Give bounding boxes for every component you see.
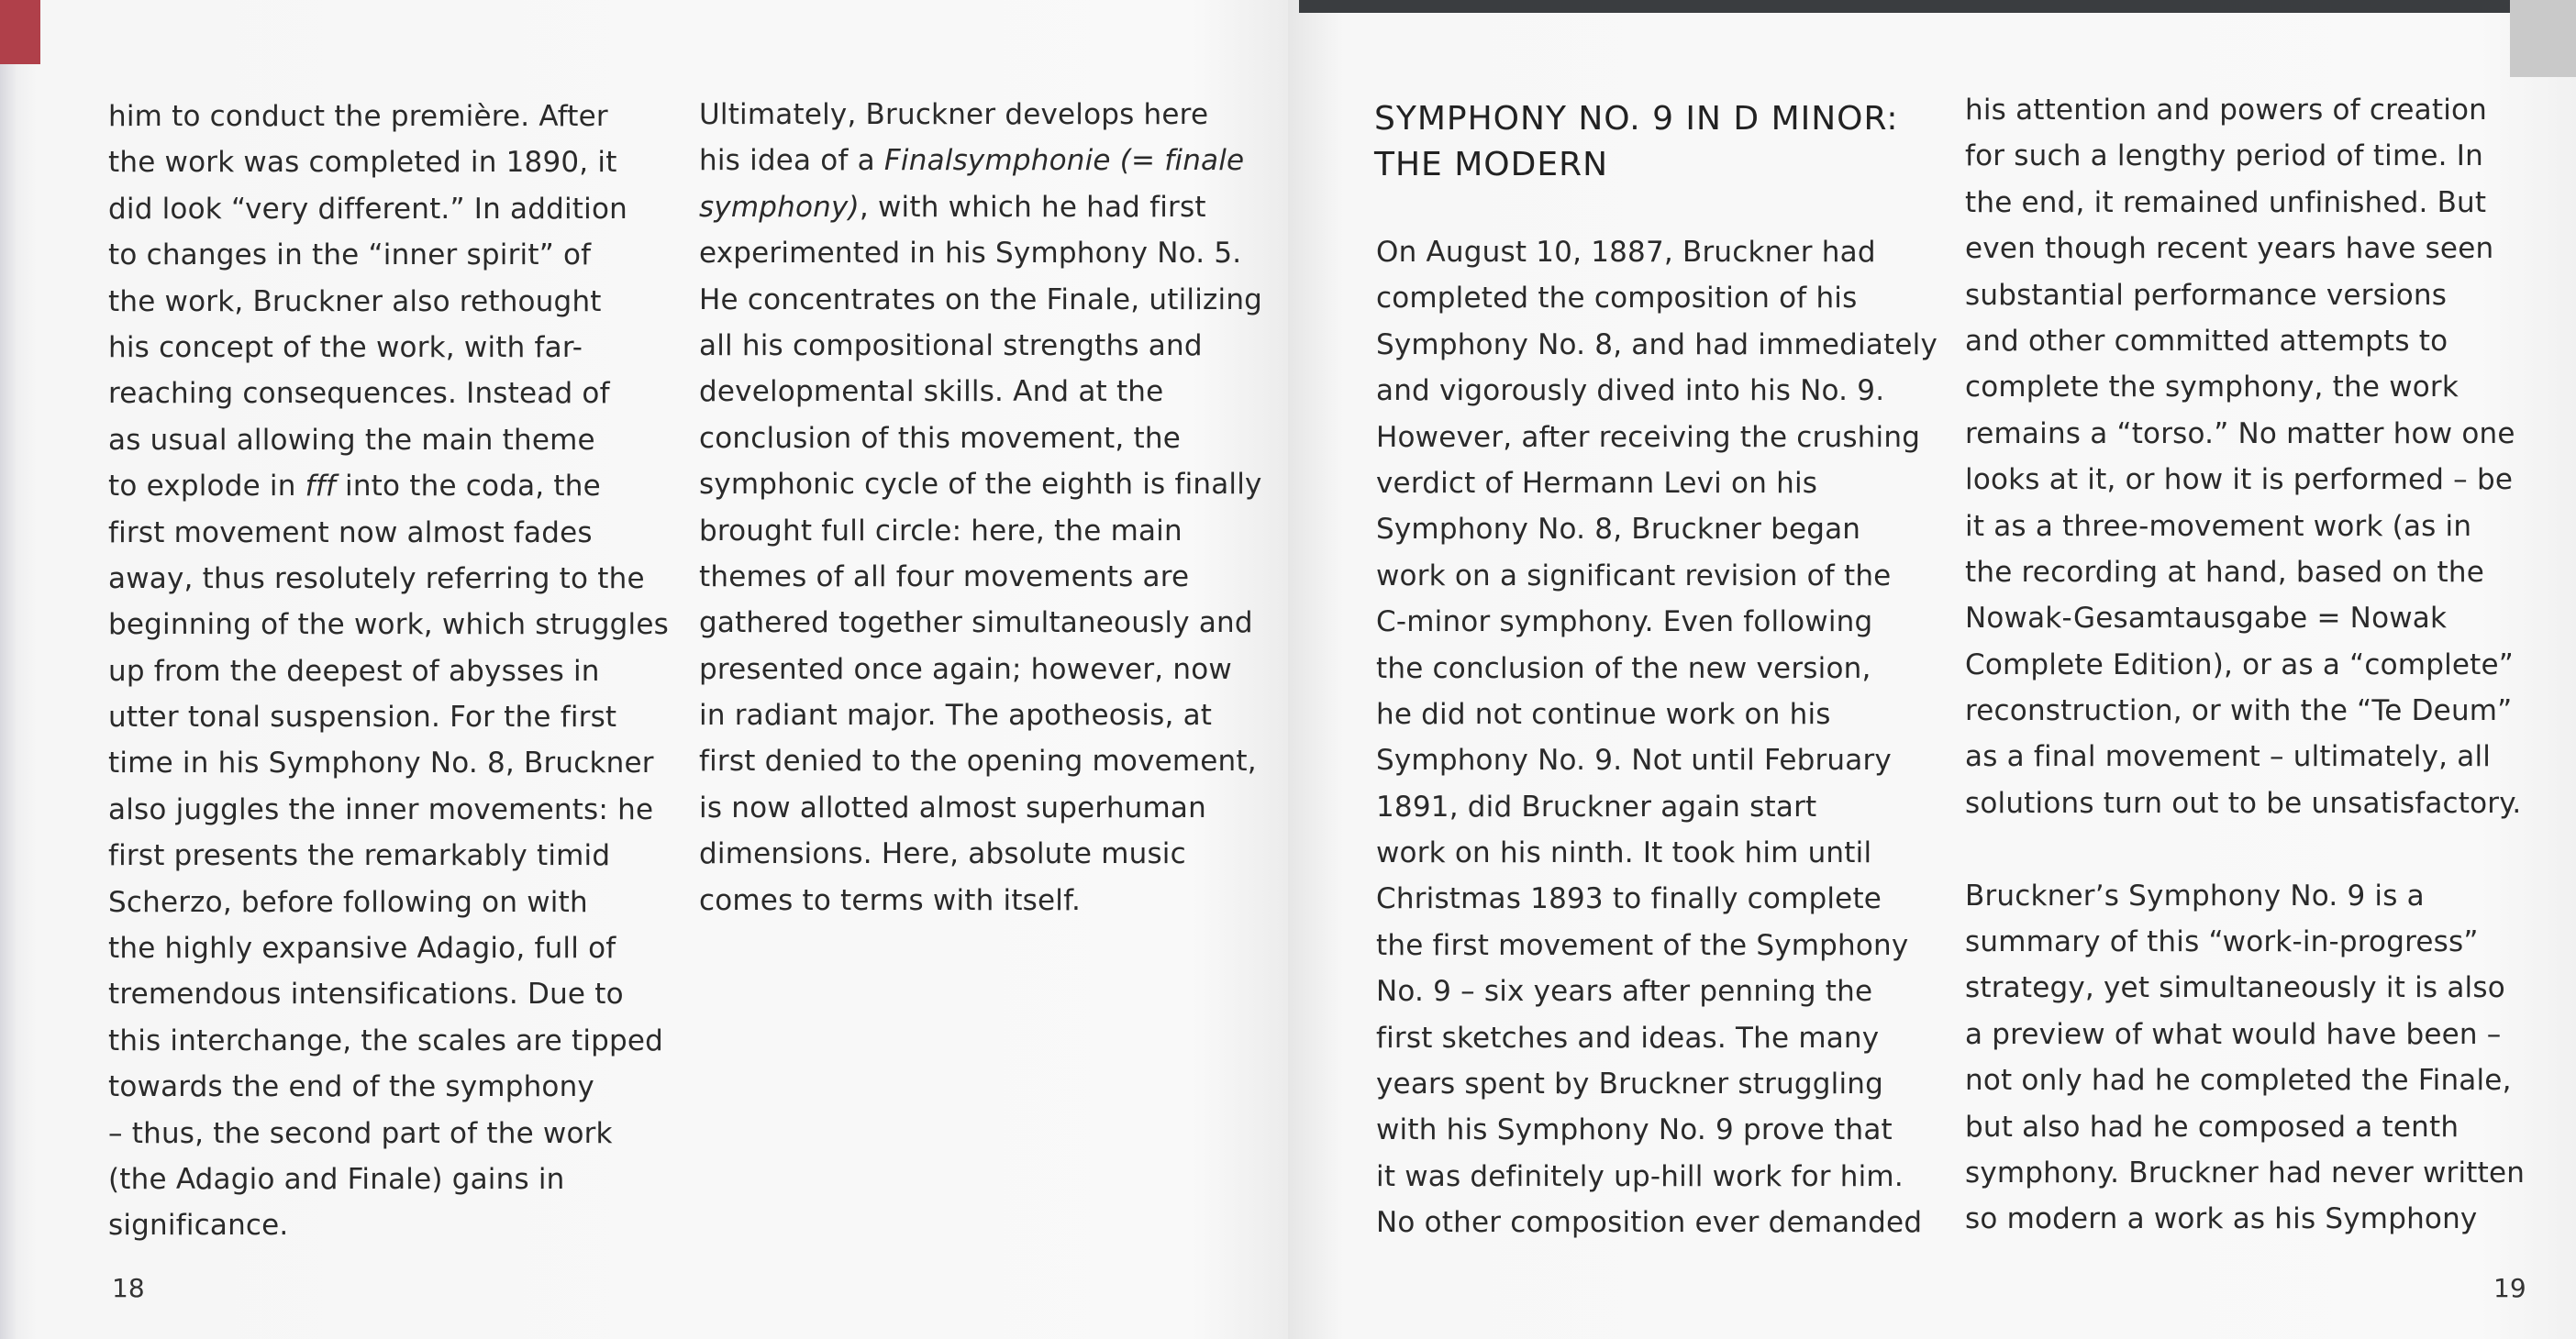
text-line: 1891, did Bruckner again start	[1376, 790, 1817, 824]
text-line: did look “very different.” In addition	[108, 192, 627, 226]
text-line: presented once again; however, now	[699, 652, 1232, 686]
text-line: also juggles the inner movements: he	[108, 792, 654, 826]
text-line: as usual allowing the main theme	[108, 423, 595, 457]
text-line: themes of all four movements are	[699, 559, 1190, 593]
text-line: a preview of what would have been –	[1965, 1017, 2502, 1051]
text-line: symphony. Bruckner had never written	[1965, 1156, 2526, 1190]
text-line: completed the composition of his	[1376, 282, 1858, 315]
text-line: complete the symphony, the work	[1965, 371, 2459, 404]
text-line: dimensions. Here, absolute music	[699, 837, 1186, 871]
text-line: this interchange, the scales are tipped	[108, 1024, 664, 1057]
text-line: first presents the remarkably timid	[108, 839, 611, 873]
page-edge-strip	[0, 64, 17, 1339]
text-line: substantial performance versions	[1965, 278, 2448, 312]
text-line: reaching consequences. Instead of	[108, 377, 610, 411]
text-line: and other committed attempts to	[1965, 324, 2448, 358]
text-line: his idea of a Finalsymphonie (= finale	[699, 144, 1245, 178]
text-line	[1965, 826, 2525, 872]
text-line: Christmas 1893 to finally complete	[1376, 882, 1882, 916]
text-line: remains a “torso.” No matter how one	[1965, 416, 2515, 450]
left-column-1	[108, 94, 669, 1249]
text-line: not only had he completed the Finale,	[1965, 1064, 2512, 1098]
text-line: Nowak-Gesamtausgabe = Nowak	[1965, 602, 2448, 636]
text-line: – thus, the second part of the work	[108, 1116, 613, 1150]
text-line: time in his Symphony No. 8, Bruckner	[108, 747, 654, 780]
text-line: (the Adagio and Finale) gains in	[108, 1162, 565, 1196]
text-line: the first movement of the Symphony	[1376, 928, 1909, 962]
text-line: conclusion of this movement, the	[699, 421, 1181, 455]
text-line: years spent by Bruckner struggling	[1376, 1068, 1883, 1101]
text-line: the work was completed in 1890, it	[108, 146, 617, 180]
text-line: developmental skills. And at the	[699, 375, 1164, 409]
text-line: but also had he composed a tenth	[1965, 1110, 2459, 1144]
text-line: gathered together simultaneously and	[699, 606, 1253, 640]
left-column-2	[699, 92, 1262, 924]
text-line: He concentrates on the Finale, utilizing	[699, 282, 1263, 316]
text-line: Symphony No. 8, Bruckner began	[1376, 513, 1861, 547]
text-line: experimented in his Symphony No. 5.	[699, 237, 1242, 271]
text-line: beginning of the work, which struggles	[108, 608, 669, 642]
text-line: the work, Bruckner also rethought	[108, 284, 602, 318]
text-line: is now allotted almost superhuman	[699, 791, 1206, 824]
text-line: looks at it, or how it is performed – be	[1965, 463, 2514, 497]
text-line: tremendous intensifications. Due to	[108, 978, 624, 1012]
text-line: Ultimately, Bruckner develops here	[699, 98, 1209, 131]
section-heading	[1374, 92, 1899, 184]
text-line: all his compositional strengths and	[699, 328, 1203, 362]
text-line: work on a significant revision of the	[1376, 559, 1892, 592]
right-column-2	[1965, 87, 2525, 1243]
text-line: brought full circle: here, the main	[699, 514, 1183, 548]
text-line: even though recent years have seen	[1965, 232, 2494, 266]
cover-edge-red	[0, 0, 40, 64]
text-line: solutions turn out to be unsatisfactory.	[1965, 786, 2522, 820]
text-line: utter tonal suspension. For the first	[108, 701, 617, 735]
text-line: it was definitely up-hill work for him.	[1376, 1159, 1904, 1193]
text-line: Symphony No. 9. Not until February	[1376, 744, 1892, 778]
corner-shadow	[2510, 0, 2576, 77]
top-dark-edge	[1299, 0, 2510, 13]
text-line: C-minor symphony. Even following	[1376, 605, 1873, 639]
text-line: comes to terms with itself.	[699, 883, 1082, 917]
text-line: On August 10, 1887, Bruckner had	[1376, 236, 1876, 269]
text-line: to changes in the “inner spirit” of	[108, 238, 592, 272]
text-line: verdict of Hermann Levi on his	[1376, 466, 1818, 500]
heading-line: SYMPHONY NO. 9 IN D MINOR:	[1374, 100, 1899, 138]
text-line: summary of this “work-in-progress”	[1965, 925, 2479, 959]
text-line: symphonic cycle of the eighth is finally	[699, 468, 1262, 502]
text-line: the end, it remained unfinished. But	[1965, 185, 2487, 219]
text-line: and vigorously dived into his No. 9.	[1376, 374, 1885, 408]
text-line: No other composition ever demanded	[1376, 1206, 1923, 1240]
heading-line: THE MODERN	[1374, 146, 1609, 184]
text-line: However, after receiving the crushing	[1376, 420, 1921, 454]
text-line: symphony), with which he had first	[699, 190, 1206, 224]
text-line: with his Symphony No. 9 prove that	[1376, 1113, 1893, 1147]
text-line: his concept of the work, with far-	[108, 330, 583, 364]
text-line: the highly expansive Adagio, full of	[108, 932, 616, 966]
text-line: first denied to the opening movement,	[699, 745, 1257, 779]
text-line: first sketches and ideas. The many	[1376, 1021, 1880, 1055]
text-line: his attention and powers of creation	[1965, 94, 2488, 127]
text-line: for such a lengthy period of time. In	[1965, 139, 2483, 173]
text-line: so modern a work as his Symphony	[1965, 1202, 2478, 1236]
text-line: him to conduct the première. After	[108, 100, 608, 133]
text-line: Complete Edition), or as a “complete”	[1965, 647, 2515, 681]
text-line: up from the deepest of abysses in	[108, 654, 600, 688]
text-line: away, thus resolutely referring to the	[108, 561, 645, 595]
text-line: Symphony No. 8, and had immediately	[1376, 327, 1938, 361]
text-line: it as a three-movement work (as in	[1965, 509, 2472, 543]
page-number-left: 18	[112, 1273, 145, 1303]
page-number-right: 19	[2493, 1273, 2526, 1303]
text-line: No. 9 – six years after penning the	[1376, 975, 1873, 1009]
text-line: as a final movement – ultimately, all	[1965, 740, 2492, 774]
text-line: reconstruction, or with the “Te Deum”	[1965, 694, 2513, 728]
text-line: he did not continue work on his	[1376, 697, 1831, 731]
text-line: Scherzo, before following on with	[108, 885, 588, 919]
text-line: work on his ninth. It took him until	[1376, 836, 1872, 870]
text-line: the conclusion of the new version,	[1376, 651, 1871, 685]
text-line: the recording at hand, based on the	[1965, 555, 2484, 589]
text-line: towards the end of the symphony	[108, 1070, 594, 1104]
text-line: first movement now almost fades	[108, 515, 593, 549]
text-line: strategy, yet simultaneously it is also	[1965, 971, 2505, 1005]
right-column-1	[1376, 229, 1938, 1246]
text-line: significance.	[108, 1209, 289, 1243]
text-line: to explode in fff into the coda, the	[108, 470, 601, 504]
text-line: Bruckner’s Symphony No. 9 is a	[1965, 879, 2425, 913]
text-line: in radiant major. The apotheosis, at	[699, 699, 1213, 733]
